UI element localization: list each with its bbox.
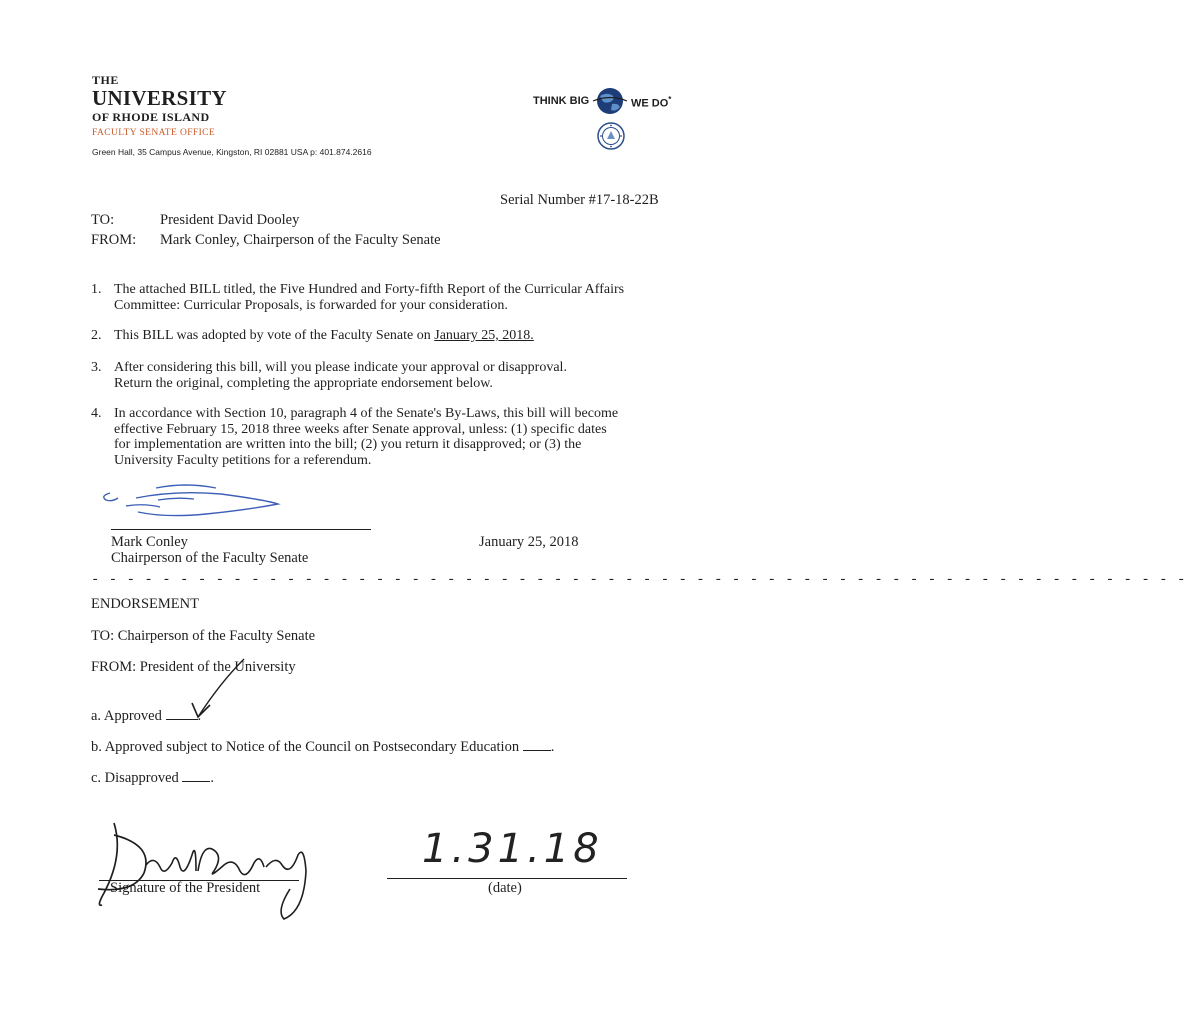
item-line: The attached BILL titled, the Five Hundred and Forty-fifth Report of the Curricular Affairs (114, 282, 625, 297)
approved-subject-blank[interactable] (523, 738, 551, 751)
item-number: 4. (91, 406, 102, 421)
memo-from-value: Mark Conley, Chairperson of the Faculty Senate (160, 232, 441, 248)
slogan-we-do: WE DO* (631, 95, 672, 110)
item-4 (91, 406, 691, 468)
item-2 (91, 328, 691, 344)
option-approved-label: a. Approved (91, 708, 162, 724)
chair-signature (96, 480, 286, 522)
item-line: University Faculty petitions for a referendum. (114, 452, 372, 468)
endorsement-to: TO: Chairperson of the Faculty Senate (91, 628, 316, 644)
adoption-date: January 25, 2018. (434, 328, 534, 343)
letterhead-address: Green Hall, 35 Campus Avenue, Kingston, RI 02881 USA p: 401.874.2616 (92, 147, 372, 157)
item-number: 1. (91, 282, 102, 297)
endorsement-from: FROM: President of the University (91, 659, 296, 675)
date-caption: (date) (488, 880, 522, 896)
item-1 (91, 282, 691, 313)
approval-checkmark-icon (180, 655, 250, 725)
letterhead-the: THE (92, 73, 119, 87)
item-line: After considering this bill, will you please indicate your approval or disapproval. (114, 360, 567, 375)
item-number: 2. (91, 328, 102, 343)
item-line: Return the original, completing the appropriate endorsement below. (114, 375, 493, 391)
option-disapproved: c. Disapproved . (91, 770, 215, 786)
item-line: This BILL was adopted by vote of the Faculty Senate on (114, 328, 435, 343)
chair-name: Mark Conley (111, 534, 188, 550)
endorsement-heading: ENDORSEMENT (91, 596, 199, 612)
president-signature (84, 815, 324, 925)
memo-to-value: President David Dooley (160, 212, 300, 228)
chair-signed-date: January 25, 2018 (479, 534, 579, 550)
option-approved-subject-label: b. Approved subject to Notice of the Council on Postsecondary Education (91, 739, 520, 755)
serial-number: Serial Number #17-18-22B (500, 192, 659, 208)
signature-caption: Signature of the President (110, 880, 261, 896)
item-line: for implementation are written into the bill; (2) you return it disapproved; or (3) the (114, 437, 582, 452)
item-line: In accordance with Section 10, paragraph 4 of the Senate's By-Laws, this bill will become (114, 406, 619, 421)
globe-logo-icon (592, 86, 628, 116)
disapproved-blank[interactable] (182, 769, 210, 782)
memo-to-label: TO: (91, 212, 115, 228)
item-number: 3. (91, 360, 102, 375)
letterhead-rhode-island: OF RHODE ISLAND (92, 110, 210, 124)
option-approved: a. Approved . (91, 708, 202, 724)
handwritten-date: 1.31.18 (422, 826, 603, 872)
letterhead-university: UNIVERSITY (92, 86, 227, 110)
university-seal-icon (596, 121, 626, 151)
item-line: Committee: Curricular Proposals, is forwarded for your consideration. (114, 297, 508, 313)
chair-title: Chairperson of the Faculty Senate (111, 550, 309, 566)
item-3 (91, 360, 691, 391)
date-line (387, 878, 627, 879)
chair-signature-line (111, 529, 371, 530)
option-approved-subject: b. Approved subject to Notice of the Council on Postsecondary Education . (91, 739, 555, 755)
cut-line-divider: - - - - - - - - - - - - - - - - - - - - - - - - - - - - - - - - - - - - - - - - - - - - - - - - - - - - - - - - - - - - - - (91, 572, 1186, 588)
slogan-think-big: THINK BIG (533, 95, 590, 107)
memo-from-label: FROM: (91, 232, 137, 248)
item-line: effective February 15, 2018 three weeks after Senate approval, unless: (1) specific dates (114, 421, 607, 437)
option-disapproved-label: c. Disapproved (91, 770, 179, 786)
letterhead-office: FACULTY SENATE OFFICE (92, 128, 216, 138)
